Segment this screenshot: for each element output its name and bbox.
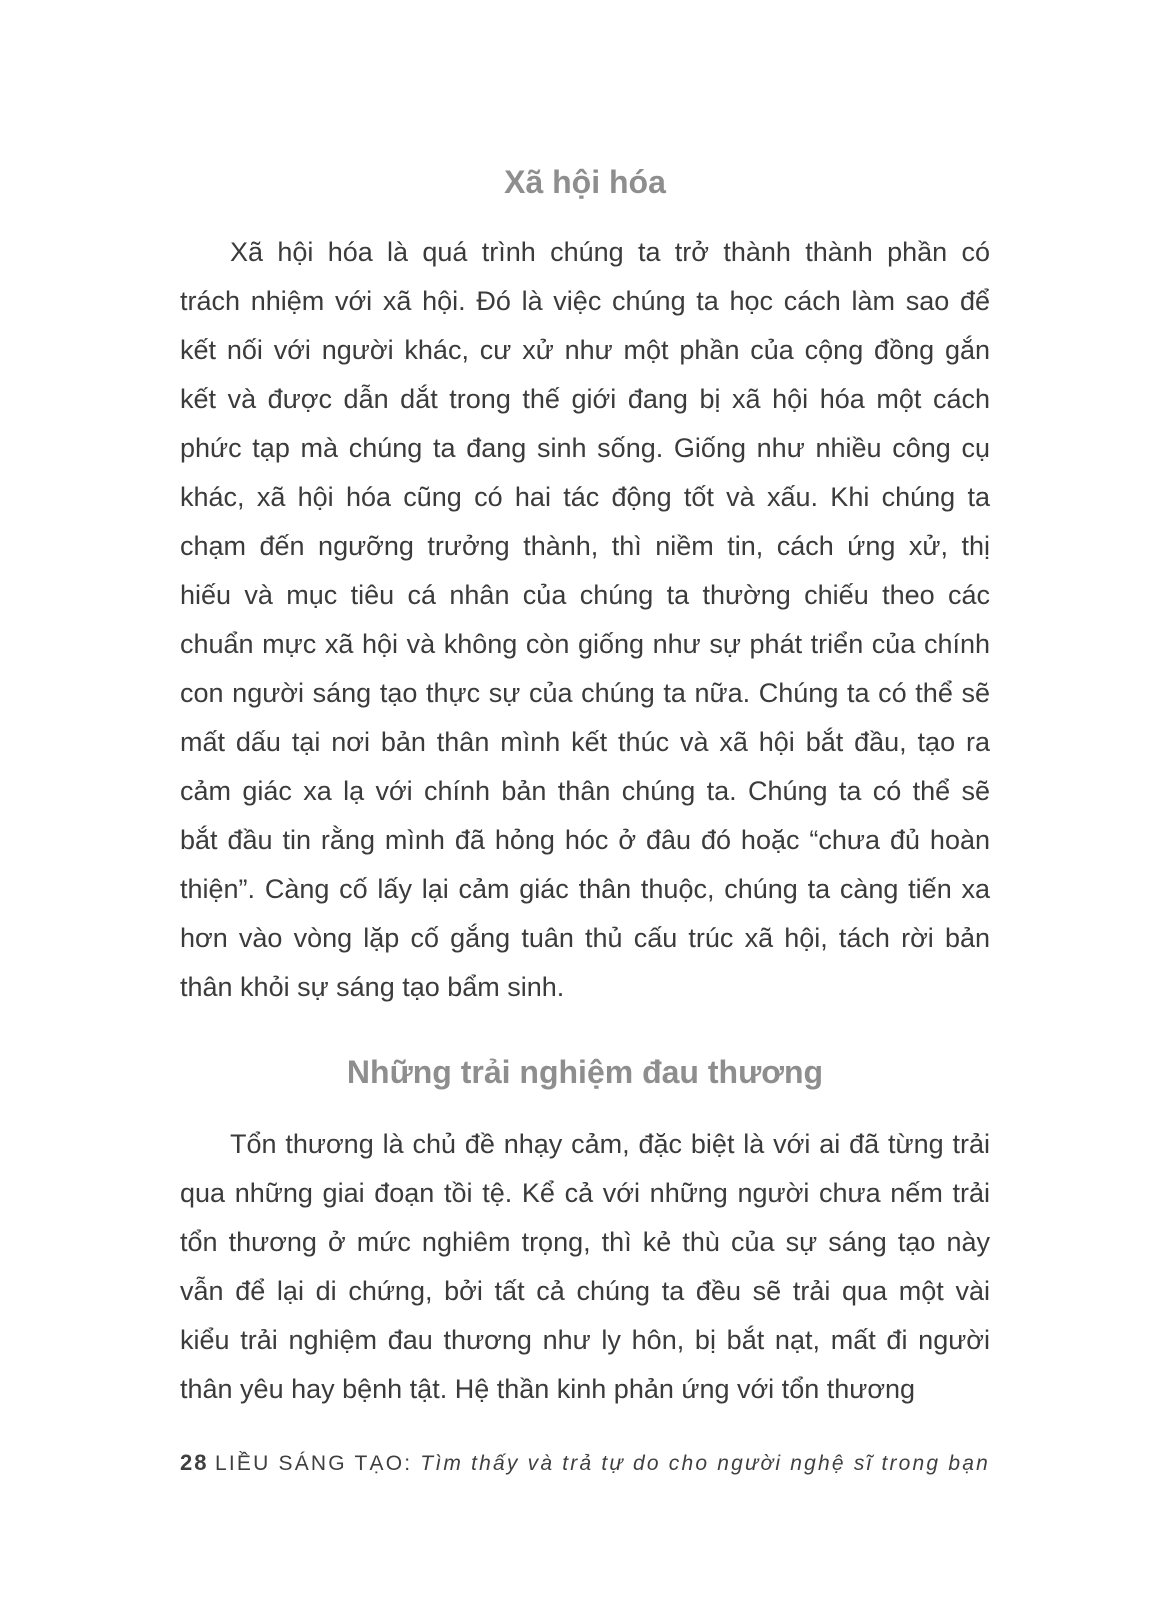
text-line: kết và được dẫn dắt trong thế giới đang bị xã hội hóa một cách <box>180 384 990 414</box>
text-line: trách nhiệm với xã hội. Đó là việc chúng ta học cách làm sao để <box>180 286 990 316</box>
section-heading-socialization: Xã hội hóa <box>504 164 666 200</box>
text-line: cảm giác xa lạ với chính bản thân chúng ta. Chúng ta có thể sẽ <box>180 776 990 806</box>
text-line: thân yêu hay bệnh tật. Hệ thần kinh phản ứng với tổn thương <box>180 1374 916 1404</box>
text-line: hiếu và mục tiêu cá nhân của chúng ta thường chiếu theo các <box>180 580 990 610</box>
page-footer <box>180 1450 990 1476</box>
book-subtitle: Tìm thấy và trả tự do cho người nghệ sĩ trong bạn <box>412 1452 990 1475</box>
text-line: chạm đến ngưỡng trưởng thành, thì niềm tin, cách ứng xử, thị <box>180 531 990 561</box>
paragraph-socialization <box>180 228 990 1012</box>
section-traumatic-experiences <box>180 1052 990 1414</box>
text-line: qua những giai đoạn tồi tệ. Kể cả với những người chưa nếm trải <box>180 1178 990 1208</box>
text-line: kết nối với người khác, cư xử như một phần của cộng đồng gắn <box>180 335 990 365</box>
text-line: con người sáng tạo thực sự của chúng ta nữa. Chúng ta có thể sẽ <box>180 678 990 708</box>
text-line: thân khỏi sự sáng tạo bẩm sinh. <box>180 972 565 1002</box>
text-line: hơn vào vòng lặp cố gắng tuân thủ cấu trúc xã hội, tách rời bản <box>180 923 990 953</box>
text-line: Tổn thương là chủ đề nhạy cảm, đặc biệt là với ai đã từng trải <box>230 1129 990 1159</box>
text-line: kiểu trải nghiệm đau thương như ly hôn, bị bắt nạt, mất đi người <box>180 1325 990 1355</box>
section-socialization <box>180 162 990 1012</box>
series-label: LIỀU SÁNG TẠO: <box>214 1452 413 1475</box>
page-number: 28 <box>180 1450 209 1475</box>
paragraph-traumatic-experiences <box>180 1120 990 1414</box>
text-line: phức tạp mà chúng ta đang sinh sống. Giống như nhiều công cụ <box>180 433 990 463</box>
text-line: vẫn để lại di chứng, bởi tất cả chúng ta đều sẽ trải qua một vài <box>180 1276 990 1306</box>
text-line: Xã hội hóa là quá trình chúng ta trở thành thành phần có <box>230 237 990 267</box>
text-line: khác, xã hội hóa cũng có hai tác động tốt và xấu. Khi chúng ta <box>180 482 990 512</box>
text-line: bắt đầu tin rằng mình đã hỏng hóc ở đâu đó hoặc “chưa đủ hoàn <box>180 825 990 855</box>
text-line: mất dấu tại nơi bản thân mình kết thúc và xã hội bắt đầu, tạo ra <box>180 727 990 757</box>
book-title <box>215 1452 990 1476</box>
section-heading-traumatic-experiences: Những trải nghiệm đau thương <box>346 1054 824 1090</box>
book-page <box>180 0 990 1414</box>
text-line: thiện”. Càng cố lấy lại cảm giác thân thuộc, chúng ta càng tiến xa <box>180 874 990 904</box>
text-line: chuẩn mực xã hội và không còn giống như sự phát triển của chính <box>180 629 990 659</box>
text-line: tổn thương ở mức nghiêm trọng, thì kẻ thù của sự sáng tạo này <box>180 1227 990 1257</box>
